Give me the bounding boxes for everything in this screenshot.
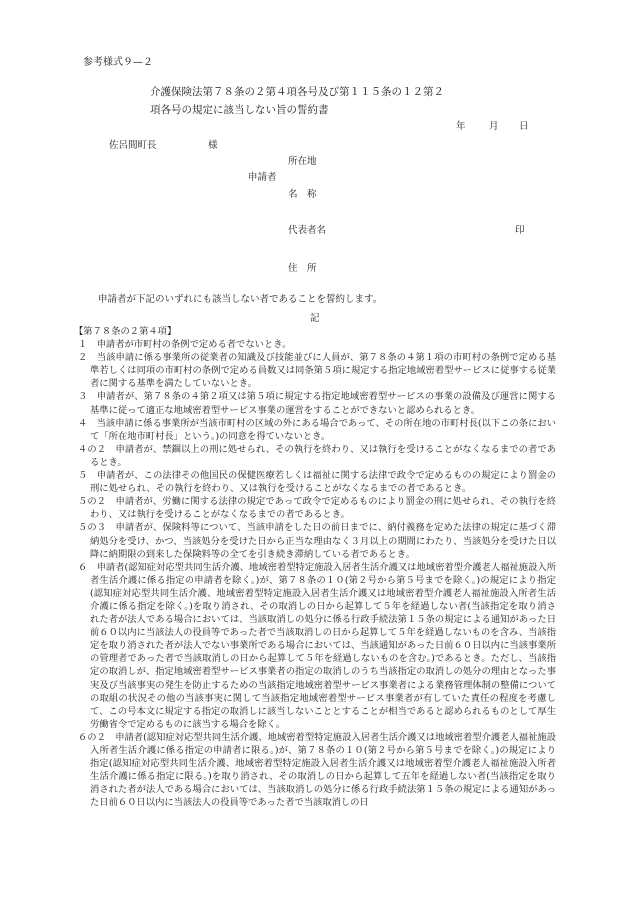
seal-label: 印 bbox=[515, 225, 525, 236]
addressee-honorific: 様 bbox=[208, 140, 218, 151]
condition-item-1: １ 申請者が市町村の条例で定める者でないとき。 bbox=[78, 339, 292, 351]
condition-item-5-2: ５の２ 申請者が、労働に関する法律の規定であって政令で定めるものにより罰金の刑に処せられ、その執行を終わり、又は執行を受けることがなくなるまでの者であるとき。 bbox=[78, 496, 556, 521]
condition-item-4-2: ４の２ 申請者が、禁錮以上の刑に処せられ、その執行を終わり、又は執行を受けることがなくなるまでの者であるとき。 bbox=[78, 443, 556, 468]
date-year-label: 年 bbox=[456, 121, 466, 132]
addressee-town: 佐呂間町長 bbox=[109, 140, 157, 151]
name-label: 名 称 bbox=[288, 189, 317, 200]
applicant-label: 申請者 bbox=[248, 172, 277, 183]
condition-item-6-2: ６の２ 申請者(認知症対応型共同生活介護、地域密着型特定施設入居者生活介護又は地域密着型介護老人福祉施設入所者生活介護に係る指定の申請者に限る。)が、第７８条の１０(第２号から第５号までを除く。)の規定により指定(認知症対応型共同生活介護、地域密着型特定施設入居者生活介護又は地域密着型介護老人福祉施設入所者生活介護に係る指定に限る。)を取り消され、その取消しの日から起算して五年を経過しない者(当該指定を取り消された者が法人である場合においては、当該取消しの処分に係る行政手続法第１５条の規定による通知があった日前６０日以内に当該法人の役員等であった者で当該取消しの日 bbox=[78, 731, 556, 809]
condition-item-4: ４ 当該申請に係る事業所が当該市町村の区域の外にある場合であって、その所在地の市町村長(以下この条において「所在地市町村長」という。)の同意を得ていないとき。 bbox=[78, 417, 556, 442]
date-month-label: 月 bbox=[489, 121, 499, 132]
document-title-line-1: 介護保険法第７８条の２第４項各号及び第１１５条の１２第２ bbox=[150, 86, 444, 98]
condition-item-5: ５ 申請者が、この法律その他国民の保健医療若しくは福祉に関する法律で政令で定めるものの規定により罰金の刑に処せられ、その執行を終わり、又は執行を受けることがなくなるまでの者であるとき。 bbox=[78, 470, 556, 495]
form-number: 参考様式９—２ bbox=[83, 57, 153, 68]
document-title-line-2: 項各号の規定に該当しない旨の誓約書 bbox=[150, 104, 329, 116]
ki-label: 記 bbox=[310, 313, 320, 324]
pledge-statement: 申請者が下記のいずれにも該当しない者であることを誓約します。 bbox=[98, 294, 383, 305]
condition-item-6: ６ 申請者(認知症対応型共同生活介護、地域密着型特定施設入居者生活介護又は地域密着型介護老人福祉施設入所者生活介護に係る指定の申請者を除く。)が、第７８条の１０(第２号から第５号までを除く。)の規定により指定(認知症対応型共同生活介護、地域密着型特定施設入居者生活介護又は地域密着型介護老人福祉施設入所者生活介護に係る指定を除く。)を取り消され、その取消しの日から起算して５年を経過しない者(当該指定を取り消された者が法人である場合においては、当該取消しの処分に係る行政手続法第１５条の規定による通知があった日前６０以内に当該法人の役員等であった者で当該取消しの日から起算して５年を経過しないものを含み、当該指定を取り消された者が法人でない事業所である場合においては、当該通知があった日前６０日以内に当該事業所の管理者であった者で当該取消しの日から起算して５年を経過しないものを含む。)であるとき。ただし、当該指定の取消しが、指定地域密着型サービス事業者の指定の取消しのうち当該指定の取消しの処分の理由となった事実及び当該事実の発生を防止するための当該指定地域密着型サービス事業者による業務管理体制の整備についての取組の状況その他の当該事実に関して当該指定地域密着型サービス事業者が有していた責任の程度を考慮して、この号本文に規定する指定の取消しに該当しないこととすることが相当であると認められるものとして厚生労働省令で定めるものに該当する場合を除く。 bbox=[78, 561, 556, 730]
location-label: 所在地 bbox=[288, 156, 317, 167]
condition-item-3: ３ 申請者が、第７８条の４第２項又は第５項に規定する指定地域密着型サービスの事業の設備及び運営に関する基準に従って適正な地域密着型サービス事業の運営をすることができないと認められるとき。 bbox=[78, 391, 556, 416]
conditions-list bbox=[74, 325, 556, 809]
representative-label: 代表者名 bbox=[288, 225, 327, 236]
address-label: 住 所 bbox=[288, 263, 317, 274]
section-heading: 【第７８条の２第４項】 bbox=[74, 326, 177, 337]
condition-item-5-3: ５の３ 申請者が、保険料等について、当該申請をした日の前日までに、納付義務を定めた法律の規定に基づく滞納処分を受け、かつ、当該処分を受けた日から正当な理由なく３月以上の期間にわたり、当該処分を受けた日以降に納期限の到来した保険料等の全てを引き続き滞納している者であるとき。 bbox=[78, 522, 556, 560]
date-day-label: 日 bbox=[519, 121, 529, 132]
condition-item-2: ２ 当該申請に係る事業所の従業者の知識及び技能並びに人員が、第７８条の４第１項の市町村の条例で定める基準若しくは同項の市町村の条例で定める員数又は同条第５項に規定する指定地域密着型サービスに従事する従業者に関する基準を満たしていないとき。 bbox=[78, 352, 556, 390]
